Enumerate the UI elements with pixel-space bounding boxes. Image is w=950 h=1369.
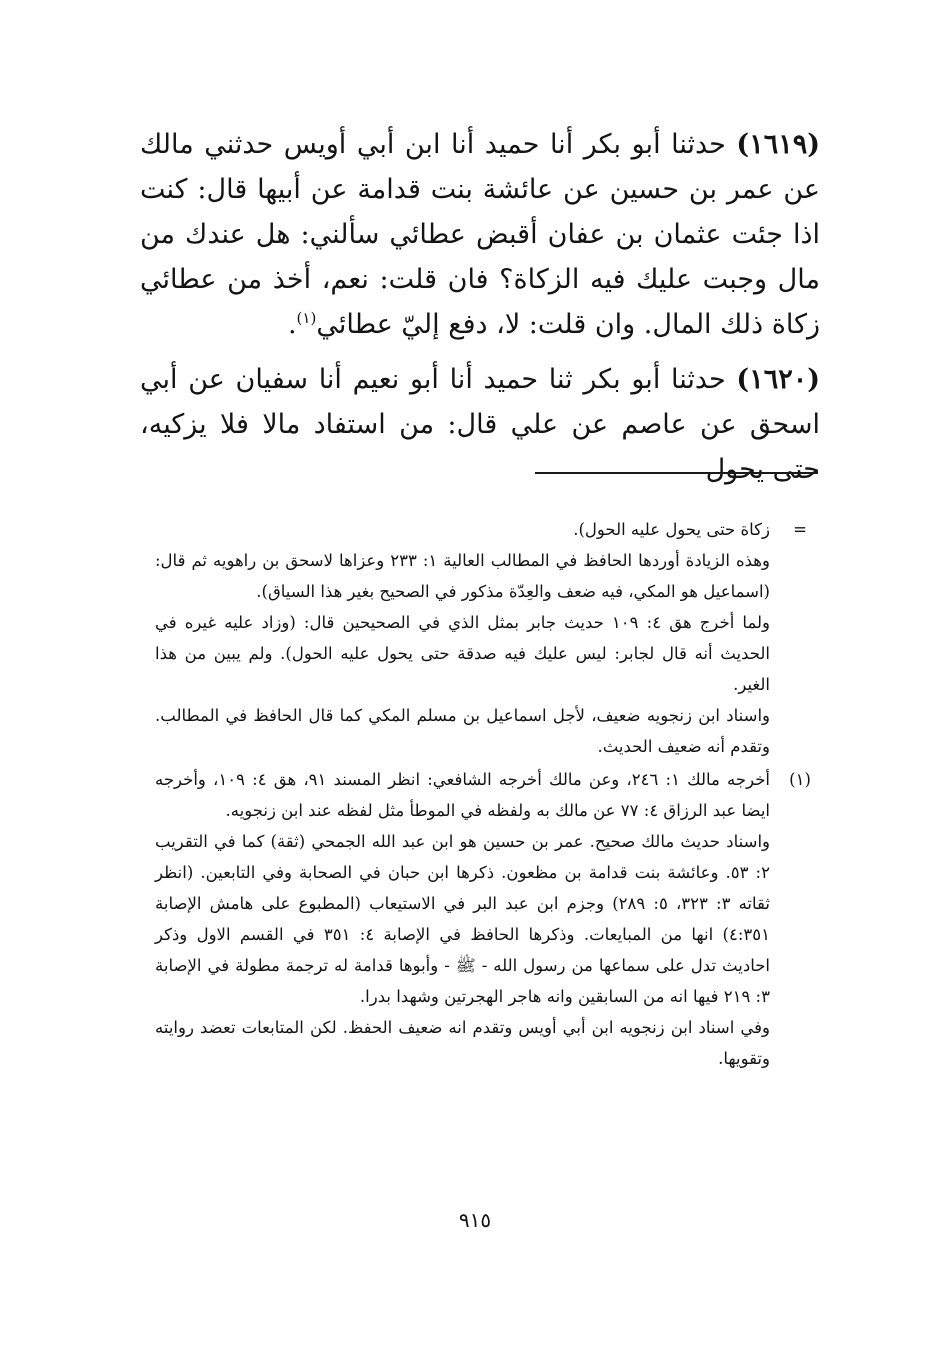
hadith-number: (١٦٢٠) [736, 364, 820, 395]
footnotes [155, 514, 820, 1076]
hadith-1619 [140, 122, 820, 347]
hadith-number: (١٦١٩) [736, 129, 820, 160]
footnote-line: زكاة حتى يحول عليه الحول). [573, 520, 770, 539]
footnote-divider [535, 472, 818, 474]
footnote-line: وهذه الزيادة أوردها الحافظ في المطالب العالية ١: ٢٣٣ وعزاها لاسحق بن راهويه ثم قال: (اسماعيل هو المكي، فيه ضعف والعِدّة مذكور في الصحيح بغير هذا السياق). [155, 551, 770, 601]
footnote-line: وفي اسناد ابن زنجويه ابن أبي أويس وتقدم انه ضعيف الحفظ. لكن المتابعات تعضد روايته وتقويها. [155, 1018, 770, 1068]
footnote-marker: (١) [789, 770, 811, 789]
footnote-line: أخرجه مالك ١: ٢٤٦، وعن مالك أخرجه الشافعي: انظر المسند ٩١، هق ٤: ١٠٩، وأخرجه ايضا عبد الرزاق ٤: ٧٧ عن مالك به ولفظه في الموطأ مثل لفظه عند ابن زنجويه. [155, 770, 770, 820]
page-number: ٩١٥ [458, 1208, 492, 1232]
footnote-reference: (١) [296, 309, 317, 327]
footnote-continuation [155, 514, 820, 762]
footnote-line: واسناد ابن زنجويه ضعيف، لأجل اسماعيل بن مسلم المكي كما قال الحافظ في المطالب. وتقدم أنه ضعيف الحديث. [155, 706, 770, 756]
hadith-text: حدثنا أبو بكر أنا حميد أنا ابن أبي أويس حدثني مالك عن عمر بن حسين عن عائشة بنت قدامة عن أبيها قال: كنت اذا جئت عثمان بن عفان أقبض عطائي سألني: هل عندك من مال وجبت عليك فيه الزكاة؟ فان قلت: نعم، أخذ من عطائي زكاة ذلك المال. وان قلت: لا، دفع إليّ عطائي [140, 129, 820, 340]
hadith-tail: . [287, 309, 297, 340]
footnote-line: ولما أخرج هق ٤: ١٠٩ حديث جابر بمثل الذي في الصحيحين قال: (وزاد عليه غيره في الحديث أنه قال لجابر: ليس عليك فيه صدقة حتى يحول عليه الحول). ولم يبين من هذا الغير. [155, 613, 770, 694]
footnote-line: واسناد حديث مالك صحيح. عمر بن حسين هو ابن عبد الله الجمحي (ثقة) كما في التقريب ٢: ٥٣. وعائشة بنت قدامة بن مظعون. ذكرها ابن حبان في الصحابة وفي التابعين. (انظر ثقاته ٣: ٣٢٣، ٥: ٢٨٩) وجزم ابن عبد البر في الاستيعاب (المطبوع على هامش الإصابة ٤:٣٥١) انها من المبايعات. وذكرها الحافظ في الإصابة ٤: ٣٥١ في القسم الاول وذكر احاديث تدل على سماعها من رسول الله - ﷺ - وأبوها قدامة له ترجمة مطولة في الإصابة ٣: ٢١٩ فيها انه من السابقين وانه هاجر الهجرتين وشهدا بدرا. [155, 832, 770, 1006]
footnote-1 [155, 764, 820, 1074]
hadith-text: حدثنا أبو بكر ثنا حميد أنا أبو نعيم أنا سفيان عن أبي اسحق عن عاصم عن علي قال: من استفاد مالا فلا يزكيه، حتى يحول [140, 364, 820, 485]
footnote-marker: = [793, 520, 807, 539]
main-text [140, 122, 820, 502]
